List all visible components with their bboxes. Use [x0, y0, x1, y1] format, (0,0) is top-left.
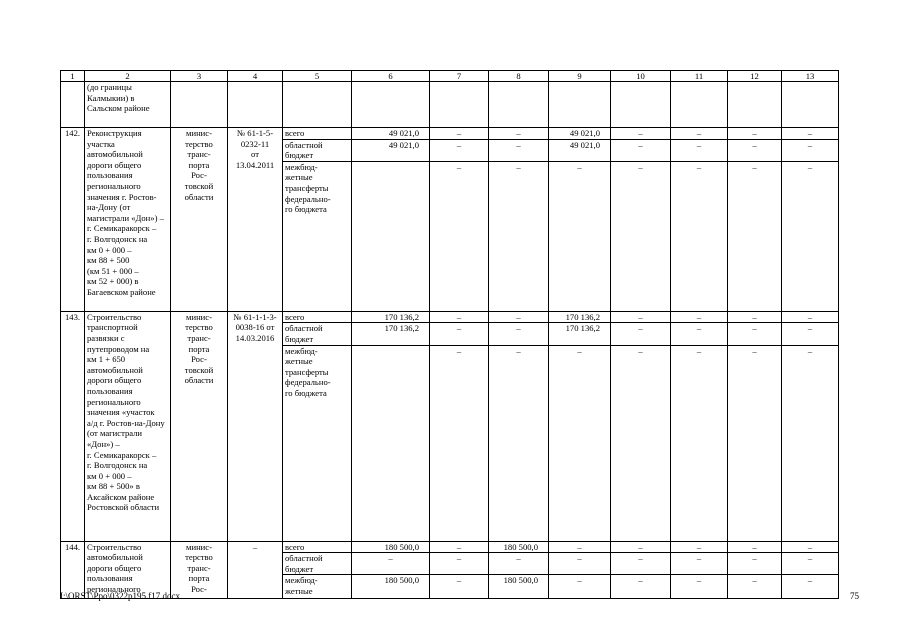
text-line: 0038-16 от	[235, 322, 275, 333]
value-cell: –	[611, 575, 671, 599]
value-cell: –	[671, 311, 728, 323]
text-line: дороги общего	[87, 159, 142, 170]
value-cell: –	[782, 161, 839, 311]
value-cell: –	[430, 323, 489, 345]
value-cell: –	[430, 161, 489, 311]
value-cell: –	[671, 575, 728, 599]
text-line: терство	[185, 138, 213, 149]
text-line: –	[252, 541, 258, 552]
text-line: 13.04.2011	[235, 159, 275, 170]
text-line: дороги общего	[87, 375, 142, 386]
text-line: «Дон») –	[87, 438, 120, 449]
text-line: бюджет	[285, 150, 314, 161]
value-cell: –	[728, 541, 782, 553]
text-line: 14.03.2016	[235, 332, 275, 343]
value-cell: –	[430, 541, 489, 553]
table-row	[61, 128, 839, 140]
value-cell: –	[782, 575, 839, 599]
text-line: жетные	[285, 172, 313, 183]
footer-page-number: 75	[850, 591, 859, 601]
value-cell: 170 136,2	[549, 311, 611, 323]
text-line: участка	[87, 138, 115, 149]
value-cell: –	[671, 139, 728, 161]
text-line: порта	[188, 159, 210, 170]
value-cell: –	[728, 311, 782, 323]
text-line: 0232-11	[240, 138, 270, 149]
text-line: путепроводом на	[87, 343, 150, 354]
value-cell: 170 136,2	[352, 311, 430, 323]
column-header: 9	[549, 71, 611, 82]
text-line: межбюд-	[285, 575, 318, 586]
ministry	[171, 311, 228, 541]
text-line: (от магистрали	[87, 428, 143, 439]
value-cell: –	[611, 553, 671, 575]
value-cell: 49 021,0	[352, 128, 430, 140]
row-number: 144.	[61, 541, 85, 599]
value-cell: –	[728, 575, 782, 599]
text-line: Рос-	[191, 583, 207, 594]
value-cell	[489, 82, 549, 128]
value-cell	[352, 345, 430, 541]
text-line: го бюджета	[285, 387, 327, 398]
funding-source	[283, 323, 352, 345]
text-line: регионального	[87, 583, 141, 594]
text-line: км 0 + 000 –	[87, 244, 132, 255]
value-cell	[728, 82, 782, 128]
value-cell: 180 500,0	[489, 541, 549, 553]
text-line: областной	[285, 553, 323, 564]
text-line: регионального	[87, 396, 141, 407]
row-number: 143.	[61, 311, 85, 541]
value-cell: 49 021,0	[549, 128, 611, 140]
text-line: транс-	[187, 149, 211, 160]
value-cell: –	[728, 323, 782, 345]
text-line: минис-	[186, 128, 212, 138]
funding-source	[283, 311, 352, 323]
value-cell: –	[611, 323, 671, 345]
value-cell: 180 500,0	[352, 575, 430, 599]
value-cell: –	[728, 128, 782, 140]
value-cell: –	[430, 575, 489, 599]
value-cell: –	[611, 161, 671, 311]
value-cell: –	[549, 345, 611, 541]
value-cell	[782, 82, 839, 128]
value-cell: –	[489, 345, 549, 541]
text-line: бюджет	[285, 563, 314, 574]
text-line: всего	[285, 541, 305, 552]
text-line: км 88 + 500» в	[87, 481, 140, 492]
funding-source	[283, 553, 352, 575]
text-line: № 61-1-1-3-	[233, 311, 277, 322]
value-cell: –	[782, 128, 839, 140]
column-header: 3	[171, 71, 228, 82]
value-cell: –	[489, 311, 549, 323]
text-line: Аксайском районе	[87, 491, 155, 502]
continuation-row	[61, 82, 839, 128]
document-number	[228, 128, 283, 312]
value-cell: –	[782, 541, 839, 553]
text-line: а/д г. Ростов-на-Дону	[87, 417, 165, 428]
text-line: федерально-	[285, 193, 331, 204]
document-number	[228, 311, 283, 541]
value-cell: –	[611, 541, 671, 553]
header-row	[61, 71, 839, 82]
value-cell: –	[611, 139, 671, 161]
value-cell: –	[549, 541, 611, 553]
value-cell: –	[430, 311, 489, 323]
value-cell	[549, 82, 611, 128]
value-cell: –	[489, 323, 549, 345]
funding-source	[283, 139, 352, 161]
text-line: регионального	[87, 180, 141, 191]
text-line: от	[251, 149, 259, 160]
value-cell: –	[782, 311, 839, 323]
value-cell: –	[728, 345, 782, 541]
text-line: порта	[188, 573, 210, 584]
value-cell: –	[671, 553, 728, 575]
object-name	[85, 311, 171, 541]
text-line: межбюд-	[285, 161, 318, 172]
text-line: областной	[285, 139, 323, 150]
text-line: км 52 + 000) в	[87, 276, 139, 287]
text-line: (до границы	[87, 82, 132, 92]
value-cell	[671, 82, 728, 128]
text-line: транс-	[187, 562, 211, 573]
text-line: № 61-1-5-	[236, 128, 274, 138]
text-line: области	[184, 191, 214, 202]
text-line: минис-	[186, 541, 212, 552]
value-cell: –	[782, 345, 839, 541]
text-line: автомобильной	[87, 552, 143, 563]
value-cell: –	[782, 323, 839, 345]
column-header: 6	[352, 71, 430, 82]
text-line: всего	[285, 311, 305, 322]
value-cell	[430, 82, 489, 128]
source-cell	[283, 82, 352, 128]
value-cell: 49 021,0	[549, 139, 611, 161]
text-line: Ростовской области	[87, 502, 160, 513]
text-line: пользования	[87, 170, 133, 181]
value-cell: –	[611, 128, 671, 140]
text-line: автомобильной	[87, 364, 143, 375]
text-line: трансферты	[285, 182, 329, 193]
value-cell: –	[728, 161, 782, 311]
text-line: межбюд-	[285, 345, 318, 356]
value-cell: 49 021,0	[352, 139, 430, 161]
text-line: значения «участок	[87, 407, 155, 418]
row-number: 142.	[61, 128, 85, 312]
column-header: 13	[782, 71, 839, 82]
text-line: товской	[184, 364, 214, 375]
value-cell: –	[489, 139, 549, 161]
text-line: на-Дону (от	[87, 202, 131, 213]
value-cell: –	[782, 553, 839, 575]
value-cell: –	[671, 161, 728, 311]
value-cell: –	[352, 553, 430, 575]
value-cell: –	[549, 161, 611, 311]
text-line: области	[184, 375, 214, 386]
value-cell: 180 500,0	[489, 575, 549, 599]
text-line: Багаевском районе	[87, 286, 156, 297]
text-line: пользования	[87, 385, 133, 396]
value-cell: –	[728, 553, 782, 575]
text-line: значения г. Ростов-	[87, 191, 157, 202]
table-row	[61, 311, 839, 323]
value-cell: 170 136,2	[549, 323, 611, 345]
text-line: автомобильной	[87, 149, 143, 160]
text-line: транспортной	[87, 322, 138, 333]
text-line: Сальском районе	[87, 103, 150, 114]
data-table	[60, 70, 839, 599]
table-body	[61, 82, 839, 599]
text-line: всего	[285, 128, 305, 138]
value-cell: –	[549, 553, 611, 575]
text-line: федерально-	[285, 377, 331, 388]
value-cell: –	[430, 345, 489, 541]
document-number	[228, 541, 283, 599]
text-line: (км 51 + 000 –	[87, 265, 139, 276]
text-line: Строительство	[87, 541, 142, 552]
text-line: терство	[185, 552, 213, 563]
row-number-cell	[61, 82, 85, 128]
text-line: км 88 + 500	[87, 255, 130, 266]
text-line: го бюджета	[285, 204, 327, 215]
value-cell: –	[430, 553, 489, 575]
value-cell	[352, 82, 430, 128]
value-cell: –	[782, 139, 839, 161]
text-line: г. Семикаракорск –	[87, 223, 157, 234]
column-header: 10	[611, 71, 671, 82]
text-line: Строительство	[87, 311, 142, 322]
value-cell: 180 500,0	[352, 541, 430, 553]
text-line: Реконструкция	[87, 128, 142, 138]
footer-file-path: I:\ORST\Ppo\0322p195.f17.docx	[60, 591, 181, 601]
text-line: дороги общего	[87, 562, 142, 573]
text-line: бюджет	[285, 333, 314, 344]
column-header: 7	[430, 71, 489, 82]
funding-source	[283, 575, 352, 599]
value-cell: –	[671, 323, 728, 345]
object-name-cell	[85, 82, 171, 128]
text-line: жетные	[285, 356, 313, 367]
value-cell	[352, 161, 430, 311]
column-header: 11	[671, 71, 728, 82]
column-header: 12	[728, 71, 782, 82]
funding-source	[283, 541, 352, 553]
text-line: порта	[188, 343, 210, 354]
text-line: развязки с	[87, 332, 125, 343]
value-cell: 170 136,2	[352, 323, 430, 345]
value-cell: –	[671, 541, 728, 553]
text-line: Рос-	[191, 354, 207, 365]
value-cell: –	[611, 345, 671, 541]
text-line: Рос-	[191, 170, 207, 181]
column-header: 1	[61, 71, 85, 82]
text-line: г. Семикаракорск –	[87, 449, 157, 460]
text-line: областной	[285, 323, 323, 334]
column-header: 8	[489, 71, 549, 82]
text-line: товской	[184, 180, 214, 191]
text-line: Калмыкии) в	[87, 92, 135, 103]
text-line: г. Волгодонск на	[87, 460, 148, 471]
object-name	[85, 128, 171, 312]
ministry	[171, 128, 228, 312]
text-line: минис-	[186, 311, 212, 322]
text-line: терство	[185, 322, 213, 333]
value-cell: –	[489, 161, 549, 311]
text-line: жетные	[285, 585, 313, 596]
document-cell	[228, 82, 283, 128]
funding-source	[283, 161, 352, 311]
value-cell: –	[728, 139, 782, 161]
value-cell	[611, 82, 671, 128]
ministry-cell	[171, 82, 228, 128]
funding-source	[283, 128, 352, 140]
text-line: трансферты	[285, 366, 329, 377]
column-header: 4	[228, 71, 283, 82]
value-cell: –	[671, 128, 728, 140]
value-cell: –	[671, 345, 728, 541]
text-line: км 1 + 650	[87, 354, 126, 365]
funding-source	[283, 345, 352, 541]
table-row	[61, 541, 839, 553]
column-header: 2	[85, 71, 171, 82]
value-cell: –	[430, 128, 489, 140]
column-header: 5	[283, 71, 352, 82]
text-line: г. Волгодонск на	[87, 233, 148, 244]
value-cell: –	[611, 311, 671, 323]
text-line: км 0 + 000 –	[87, 470, 132, 481]
text-line: магистрали «Дон») –	[87, 212, 164, 223]
text-line: пользования	[87, 573, 133, 584]
text-line: транс-	[187, 332, 211, 343]
value-cell: –	[489, 128, 549, 140]
value-cell: –	[489, 553, 549, 575]
value-cell: –	[430, 139, 489, 161]
value-cell: –	[549, 575, 611, 599]
